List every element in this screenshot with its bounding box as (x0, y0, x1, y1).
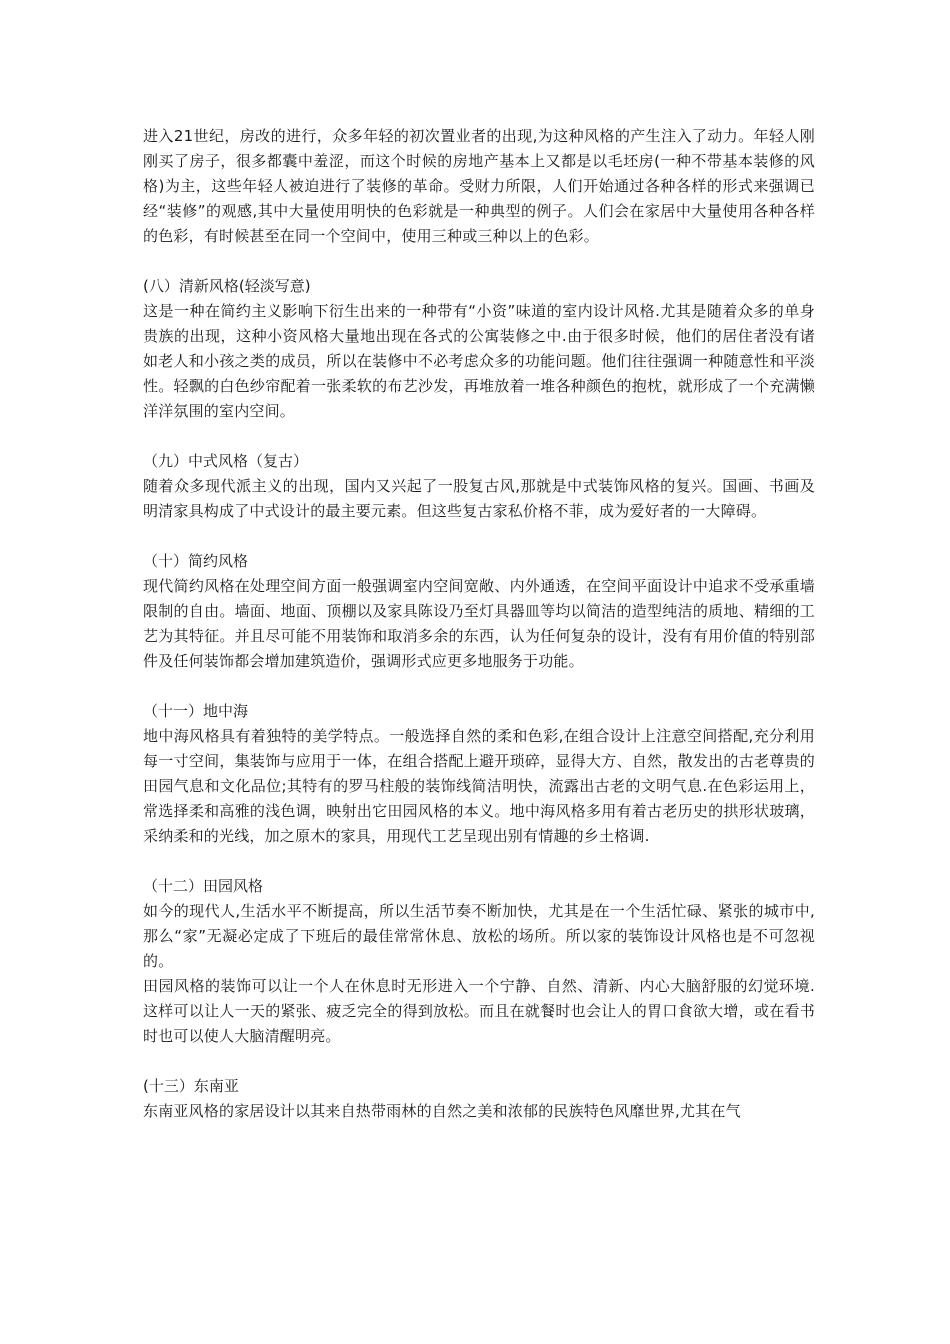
section-heading-zhongshi: （九）中式风格（复古） (143, 452, 309, 470)
section-heading-jianyue: （十）简约风格 (143, 552, 249, 570)
section-heading-tianyuan: （十二）田园风格 (143, 877, 264, 895)
section-body-tianyuan: 如今的现代人,生活水平不断提高，所以生活节奏不断加快，尤其是在一个生活忙碌、紧张的城市中,那么“家”无凝必定成了下班后的最佳常常休息、放松的场所。所以家的装饰设计风格也是不可忽视的。 (143, 902, 815, 970)
paragraph-gap (143, 674, 815, 699)
section-body-zhongshi: 随着众多现代派主义的出现，国内又兴起了一股复古风,那就是中式装饰风格的复兴。国画、书画及明清家具构成了中式设计的最主要元素。但这些复古家私价格不菲，成为爱好者的一大障碍。 (143, 477, 815, 520)
paragraph-gap (143, 524, 815, 549)
section-body-dongnanya: 东南亚风格的家居设计以其来自热带雨林的自然之美和浓郁的民族特色风靡世界,尤其在气 (143, 1102, 741, 1120)
section-body-tianyuan-2: 田园风格的装饰可以让一个人在休息时无形进入一个宁静、自然、清新、内心大脑舒服的幻觉环境.这样可以让人一天的紧张、疲乏完全的得到放松。而且在就餐时也会让人的胃口食欲大增，或在看书时也可以使人大脑清醒明亮。 (143, 977, 815, 1045)
paragraph-gap (143, 249, 815, 274)
section-heading-dongnanya: (十三）东南亚 (143, 1077, 239, 1095)
document-page (143, 124, 815, 1124)
section-heading-dizhonghai: （十一）地中海 (143, 702, 249, 720)
paragraph-gap (143, 1049, 815, 1074)
paragraph-gap (143, 849, 815, 874)
section-body-qingxin: 这是一种在简约主义影响下衍生出来的一种带有“小资”味道的室内设计风格.尤其是随着众多的单身贵族的出现，这种小资风格大量地出现在各式的公寓装修之中.由于很多时候，他们的居住者没有诸如老人和小孩之类的成员，所以在装修中不必考虑众多的功能问题。他们往往强调一种随意性和平淡性。轻飘的白色纱帘配着一张柔软的布艺沙发，再堆放着一堆各种颜色的抱枕，就形成了一个充满懒洋洋氛围的室内空间。 (143, 302, 815, 420)
intro-paragraph: 进入21世纪，房改的进行，众多年轻的初次置业者的出现,为这种风格的产生注入了动力。年轻人刚刚买了房子，很多都囊中羞涩，而这个时候的房地产基本上又都是以毛坯房(一种不带基本装修的风格)为主，这些年轻人被迫进行了装修的革命。受财力所限，人们开始通过各种各样的形式来强调已经“装修”的观感,其中大量使用明快的色彩就是一种典型的例子。人们会在家居中大量使用各种各样的色彩，有时候甚至在同一个空间中，使用三种或三种以上的色彩。 (143, 127, 815, 245)
paragraph-gap (143, 424, 815, 449)
section-body-jianyue: 现代简约风格在处理空间方面一般强调室内空间宽敞、内外通透，在空间平面设计中追求不受承重墙限制的自由。墙面、地面、顶棚以及家具陈设乃至灯具器皿等均以简洁的造型纯洁的质地、精细的工艺为其特征。并且尽可能不用装饰和取消多余的东西，认为任何复杂的设计，没有有用价值的特别部件及任何装饰都会增加建筑造价，强调形式应更多地服务于功能。 (143, 577, 815, 670)
section-heading-qingxin: (八）清新风格(轻淡写意) (143, 277, 311, 295)
section-body-dizhonghai: 地中海风格具有着独特的美学特点。一般选择自然的柔和色彩,在组合设计上注意空间搭配,充分利用每一寸空间，集装饰与应用于一体，在组合搭配上避开琐碎，显得大方、自然，散发出的古老尊贵的田园气息和文化品位;其特有的罗马柱般的装饰线简洁明快，流露出古老的文明气息.在色彩运用上，常选择柔和高雅的浅色调，映射出它田园风格的本义。地中海风格多用有着古老历史的拱形状玻璃，采纳柔和的光线，加之原木的家具，用现代工艺呈现出别有情趣的乡土格调. (143, 727, 815, 845)
